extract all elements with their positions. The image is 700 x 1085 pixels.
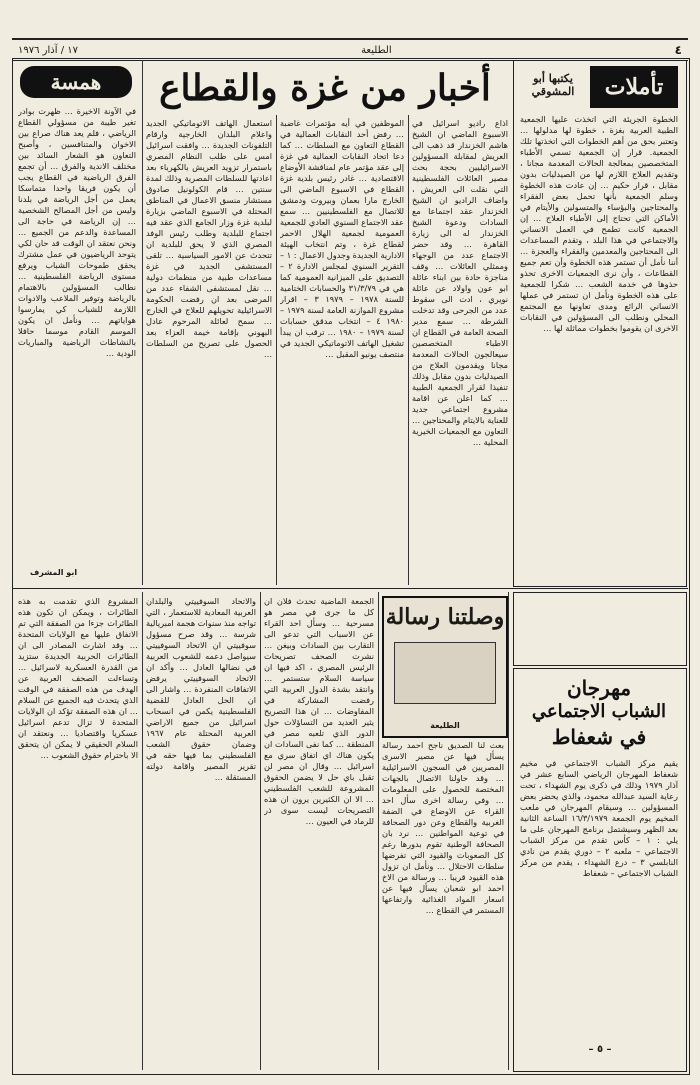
lower-paragraph: بعث لنا الصديق ناجح احمد رسالة يسأل فيها عن مصير الاسرى المصريين في السجون الاسرائيلية … وقد حاولنا الاتصال بالجهات المختصة للحصول على المعلومات … وفي رسالة اخرى سأل احد القراء عن الاوضاع في الضفة الغربية والقطاع وعن دور الصحافة في توعية المواطنين … نرد بان الصحافة الوطنية تقوم بدورها رغم كل الصعوبات والقيود التي تفرضها سلطات الاحتلال … ونأمل ان تزول هذه القيود قريبا … ورسالة من الاخ احمد ابو شعبان يسأل فيها عن اسعار المواد الغذائية وارتفاعها المستمر في القطاع … bbox=[382, 740, 504, 915]
left-column-logo: همسة bbox=[20, 66, 132, 98]
festival-title-line3: في شعفاط bbox=[551, 725, 647, 749]
ad-subtitle: الطليعة bbox=[430, 721, 460, 730]
article-paragraph: الموظفين في أيه مؤتمرات غاضبة … رفض أحد النقابات العمالية في القطاع التعاون مع السلطات … كما دعا اتحاد النقابات العمالية في غزة إلى عقد مؤتمر عام لمناقشة الأوضاع الاقتصادية … غادر رئيس بلدية غزة القطاع في الاسبوع الماضي الى الخارج مارا بعمان وبيروت ودمشق للاتصال مع الفلسطينيين … سمع عقد الاجتماع السنوي العادي للجمعية العمومية لجمعية الهلال الاحمر لقطاع غزة ، وتم انتخاب الهيئة الادارية الجديدة وجدول الاعمال : ١ – التقرير السنوي لمجلس الادارة ٢ – التصديق على الميزانية العمومية كما هي في ٣١/٣/٧٩ والحسابات الختامية للسنة ١٩٧٨ – ١٩٧٩ ٣ – اقرار مشروع الموازنة العامة لسنة ١٩٧٩ – ١٩٨٠ ٤ – انتخاب مدقق حسابات لسنة ١٩٧٩ – ١٩٨٠ … ترقب ان يبدأ تشغيل الهاتف الاتوماتيكي الجديد في منتصف يونيو المقبل … bbox=[280, 118, 404, 359]
feature-text bbox=[520, 114, 678, 579]
festival-paragraph: يقيم مركز الشباب الاجتماعي في مخيم شعفاط المهرجان الرياضي السابع عشر في آذار ١٩٧٩ وذلك في ذكرى يوم الشهداء ، تحت رعاية السيد عبدالله محمود، والذي يحضر بعض المسؤولين … وسيقام المهرجان في ملعب المخيم يوم الجمعة ١٦/٣/١٩٧٩ الساعة الثانية بعد الظهر وسيشتمل برنامج المهرجان على ما يلي : ١ – كأس تقدم من مركز الشباب الاجتماعي – ملعبه ٢ – دوري يقدم من نادي النابلسي ٣ – درع الشهداء ، يقدم من مركز الشباب الاجتماعي – شعفاط bbox=[520, 758, 678, 878]
feature-paragraph: الخطوة الجريئة التي اتخذت عليها الجمعية الطبية العربية بغزة ، خطوة لها مدلولها … وتعتبر بحق من أهم الخطوات التي اتخذتها تلك الجمعية. قرار إن الجمعية تسمي الأطباء المتخصصين بمعالجة الحالات المعدمة مجانا ، وتقديم العلاج اللازم لها من الصيدليات بدون مقابل ، قرار حكيم … إن عادت هذه الخطوة وسلم الجمعية بأنها تحمل بعض الفقراء والمحتاجين والبؤساء والمتسولين والأيتام في الأماكن التي تحتاج إلى الأطباء العلاج … إن الجمعية كانت تطمح في العمل الانساني والاجتماعي في هذا البلد ، وتقدم المساعدات الى المحتاجين والمعدمين والفقراء والعجزة … أننا نأمل أن تستمر هذه الخطوة وأن تعم جميع القطاعات ، وأن نرى الجمعيات الاخرى تحذو حذوها في خدمة الشعب … شكرا للجمعية على هذه الخطوة ونأمل ان تستمر في عملها الانساني الرائع ومدى تعاونها مع المجتمع المحلي ونطلب الى المسؤولين في النقابات الاخرى ان يقوموا بخطوات مماثلة لها … bbox=[520, 114, 678, 333]
festival-title-line1: مهرجان bbox=[566, 676, 632, 700]
main-article-col1 bbox=[412, 118, 508, 583]
ad-title: وصلتنا رسالة bbox=[385, 604, 505, 630]
column-divider bbox=[378, 592, 379, 1070]
main-article-col3 bbox=[146, 118, 272, 583]
column-divider bbox=[276, 115, 277, 585]
column-divider bbox=[260, 592, 261, 1070]
lower-col-a bbox=[264, 596, 374, 1068]
issue-date: ١٧ / آذار ١٩٧٦ bbox=[18, 44, 78, 56]
article-paragraph: اذاع راديو اسرائيل في الاسبوع الماضي ان الشيخ هاشم الخزندار قد ذهب الى العريش لمقابلة المسؤولين الاسرائيليين بحجة بحث مصير العائلات الفلسطينية التي نقلت الى العريش ، واضاف الراديو ان الشيخ الخزندار عقد اجتماعا مع السادات ودعوة الشيخ الخزندار له الى زيارة القاهرة … وقد حضر الاجتماع عدد من الوجهاء وممثلي العائلات … وقف مناجزة حادة بين ابناء عائلة ابو عون واولاد عن عائلة نويري ، ادت الى سقوط عدد من الجرحى وقد تدخلت الشرطة … سمع مدير الصحة العامة في القطاع ان الاطباء المتخصصين سيعالجون الحالات المعدمة مجانا ويقدمون العلاج من الصيدليات بدون مقابل وذلك تنفيذا لقرار الجمعية الطبية … كما اعلن عن اقامة مشروع اجتماعي جديد للعناية بالايتام والمحتاجين … التعاون مع الجمعيات الخيرية المحلية … bbox=[412, 118, 508, 447]
lower-paragraph: والاتحاد السوفييتي والبلدان العربية المعادية للاستعمار ، التي تواجه منذ سنوات هجمة امبريالية شرسة … وقد صرح مسؤول سوفييتي ان الاتحاد السوفييتي سيواصل دعمه للشعوب العربية في نضالها العادل … وأكد ان الاتحاد السوفييتي يرفض الاتفاقات المنفردة … واشار الى ان الحل العادل للقضية الفلسطينية يكمن في انسحاب اسرائيل من جميع الاراضي العربية المحتلة عام ١٩٦٧ وضمان حقوق الشعب الفلسطيني بما فيها حقه في تقرير المصير واقامة دولته المستقلة … bbox=[146, 596, 256, 782]
left-column-signature: ابو المشرف bbox=[30, 568, 78, 577]
festival-title-line2: الشباب الاجتماعي bbox=[531, 701, 667, 722]
lower-right-box bbox=[513, 592, 687, 666]
festival-text bbox=[520, 758, 678, 1038]
section-separator bbox=[12, 588, 688, 589]
section-name: الطليعة bbox=[361, 44, 392, 56]
lower-paragraph: الجمعة الماضية تحدث فلان ان كل ما جرى في مصر هو مسرحية … وسأل احد القراء عن الاسباب التي تدعو الى التقارب بين السادات وبيغن … نشرت الصحف تصريحات الرئيس المصري ، اكد فيها ان سياسة السلام ستستمر … وانتقد بشدة الدول العربية التي رفضت المشاركة في المفاوضات … ان هذا التصريح يثير العديد من التساؤلات حول الدور الذي تلعبه مصر في المنطقة … كما نفى السادات ان يكون هناك اي اتفاق سري مع اسرائيل … وقال ان مصر لن تقبل باي حل لا يضمن الحقوق المشروعة للشعب الفلسطيني … الا ان الكثيرين يرون ان هذه التصريحات ليست سوى ذر للرماد في العيون … bbox=[264, 596, 374, 826]
lower-col-b bbox=[382, 740, 504, 1068]
page-number: ٤ bbox=[674, 43, 682, 57]
main-article-title: أخبار من غزة والقطاع bbox=[159, 67, 491, 109]
article-paragraph: استعمال الهاتف الاتوماتيكي الجديد واعلام البلدان الخارجية وارقام التلفونات الجديدة … وافقت اسرائيل امس على طلب النظام المصري باستمرار تزويد العريش بالكهرباء بعد اعادتها للسلطات المصرية وذلك لمدة سنتين … قام الكولونيل صادوق مستشار منسق الاعمال في المناطق المحتلة في الاسبوع الماضي بزيارة لبلدية غزة وزار الجامع الذي عقد فيه اجتماع للبلدية وطلب رئيس الوفد المصري الذي لا يحق للبلدية ان تتحدث عن الامور السياسية … تلقى المستشفى الجديد في غزة مساعدات طبية من منظمات دولية … نقل لمستشفى الشفاء عدد من المرضى بعد ان رفضت الحكومة الاسرائيلية تحويلهم للعلاج في الخارج … سمح لعائلة المرحوم عادل البهوني بإقامة خيمة العزاء بعد الحصول على تصريح من السلطات … bbox=[146, 118, 272, 359]
lower-col-c bbox=[146, 596, 256, 1068]
letters-ad-box bbox=[382, 596, 508, 738]
left-column-text bbox=[18, 106, 136, 566]
column-divider bbox=[408, 115, 409, 585]
lower-paragraph: المشروع الذي تقدمت به هذه الطائرات ، ويمكن ان تكون هذه الطائرات جزءا من الصفقة التي تم الاتفاق عليها مع الولايات المتحدة … وقد اشارت المصادر الى ان الطائرات الحربية الجديدة ستزيد من القدرة العسكرية لاسرائيل … وتساءلت الصحف العربية عن الهدف من هذه الصفقة في الوقت الذي يتحدث فيه الجميع عن السلام … ان هذه الصفقة تؤكد ان الولايات المتحدة لا تزال تدعم اسرائيل عسكريا واقتصاديا … ونعتقد ان السلام الحقيقي لا يمكن ان يتحقق الا باحترام حقوق الشعوب … bbox=[18, 596, 138, 760]
ad-illustration bbox=[394, 642, 496, 704]
column-divider bbox=[142, 592, 143, 1070]
left-paragraph: في الآونة الاخيرة … ظهرت بوادر تغير طيبة من مسؤولي القطاع الرياضي ، فلم يعد هناك صراع بين الاخوان والمتنافسين ، وأصبح التعاون هو الشعار السائد بين مختلف الاندية والفرق … أن تجمع الفرق الرياضية في القطاع يجب أن يكون فريقا واحدا متماسكا يعمل من أجل الرياضة في بلدنا وليس من أجل المصالح الشخصية … إن الرياضة في حاجة الى المساعدة والدعم من الجميع … ونحن نعتقد ان الوقت قد حان لكي يتوحد الرياضيون في عمل مشترك يحقق طموحات الشباب ويرفع مستوى الرياضة الفلسطينية … نطالب المسؤولين بالاهتمام بالرياضة وتوفير الملاعب والادوات اللازمة للشباب كي يمارسوا هواياتهم … ونأمل ان يكون الموسم القادم موسما حافلا بالنشاطات الرياضية والمباريات الودية … bbox=[18, 106, 136, 358]
feature-logo: تأملات bbox=[590, 66, 678, 108]
column-divider bbox=[508, 592, 509, 1070]
feature-byline: يكتبها أبو المشوقي bbox=[531, 72, 575, 98]
lower-col-d bbox=[18, 596, 138, 1068]
column-divider bbox=[142, 60, 143, 585]
festival-footer: – ٥ – bbox=[588, 1044, 612, 1055]
main-article-col2 bbox=[280, 118, 404, 583]
